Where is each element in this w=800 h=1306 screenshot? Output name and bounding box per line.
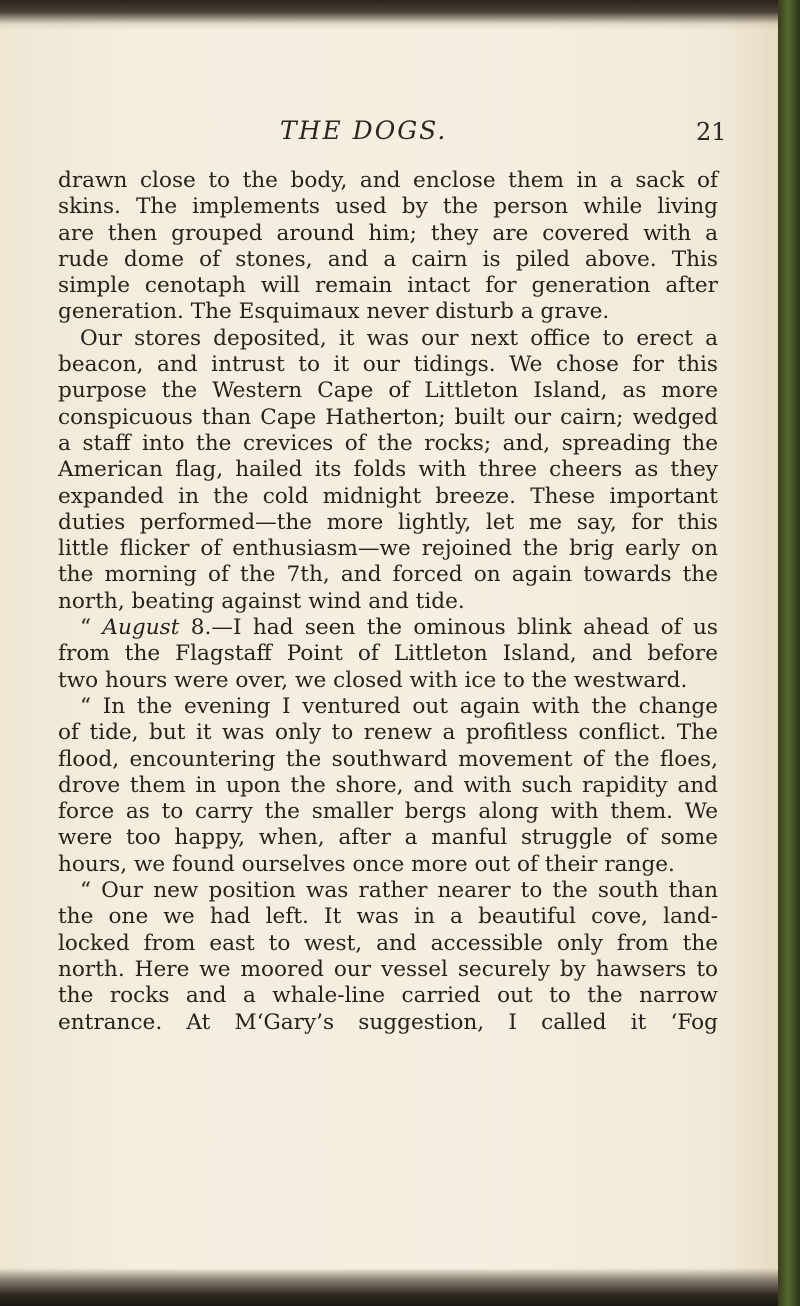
binding-edge: [778, 0, 800, 1306]
text-line: “ In the evening I ventured out again with the change: [80, 693, 718, 719]
text-line: from the Flagstaff Point of Littleton Island, and before: [58, 641, 718, 667]
text-line: American flag, hailed its folds with three cheers as they: [58, 457, 718, 483]
text-line: expanded in the cold midnight breeze. These important: [58, 483, 718, 509]
opening-quote: “: [80, 615, 92, 641]
text-line: Our stores deposited, it was our next office to erect a: [80, 325, 718, 351]
text-line: “ Our new position was rather nearer to the south than: [80, 878, 718, 904]
running-title: THE DOGS.: [280, 116, 448, 145]
body-text: [58, 168, 718, 1036]
text-line: two hours were over, we closed with ice to the westward.: [58, 667, 688, 693]
text-line: hours, we found ourselves once more out of their range.: [58, 851, 675, 877]
text-line: are then grouped around him; they are covered with a: [58, 220, 718, 246]
text-line: purpose the Western Cape of Littleton Island, as more: [58, 378, 718, 404]
text-line: rude dome of stones, and a cairn is piled above. This: [58, 246, 718, 272]
text-line: generation. The Esquimaux never disturb a grave.: [58, 299, 610, 325]
dated-entry-line: [58, 615, 718, 641]
entry-date: August: [102, 615, 180, 641]
text-line: the morning of the 7th, and forced on again towards the: [58, 562, 718, 588]
text-line: force as to carry the smaller bergs along with them. We: [58, 799, 718, 825]
text-line: drawn close to the body, and enclose them in a sack of: [58, 168, 718, 193]
text-line: a staff into the crevices of the rocks; and, spreading the: [58, 430, 718, 456]
text-line: the rocks and a whale-line carried out to the narrow: [58, 983, 718, 1009]
page-number: 21: [696, 118, 727, 146]
text-line: north. Here we moored our vessel securely by hawsers to: [58, 956, 718, 982]
text-line: conspicuous than Cape Hatherton; built our cairn; wedged: [58, 404, 718, 430]
text-line: the one we had left. It was in a beautiful cove, land-: [58, 904, 718, 930]
text-line: of tide, but it was only to renew a profitless conflict. The: [58, 720, 718, 746]
page-bottom-shadow: [0, 1268, 778, 1306]
entry-text: 8.—I had seen the ominous blink ahead of us: [190, 615, 718, 641]
running-head: [0, 116, 778, 152]
text-line: locked from east to west, and accessible only from the: [58, 930, 718, 956]
page-top-shadow: [0, 0, 778, 30]
text-line: simple cenotaph will remain intact for generation after: [58, 273, 718, 299]
text-line: little flicker of enthusiasm—we rejoined the brig early on: [58, 536, 718, 562]
text-line: entrance. At M‘Gary’s suggestion, I called it ‘Fog: [58, 1009, 718, 1035]
text-line: beacon, and intrust to it our tidings. We chose for this: [58, 352, 718, 378]
text-line: skins. The implements used by the person while living: [58, 194, 718, 220]
text-line: flood, encountering the southward movement of the floes,: [58, 746, 718, 772]
text-line: were too happy, when, after a manful struggle of some: [58, 825, 718, 851]
text-line: duties performed—the more lightly, let me say, for this: [58, 509, 718, 535]
text-line: north, beating against wind and tide.: [58, 588, 465, 614]
text-line: drove them in upon the shore, and with such rapidity and: [58, 772, 718, 798]
